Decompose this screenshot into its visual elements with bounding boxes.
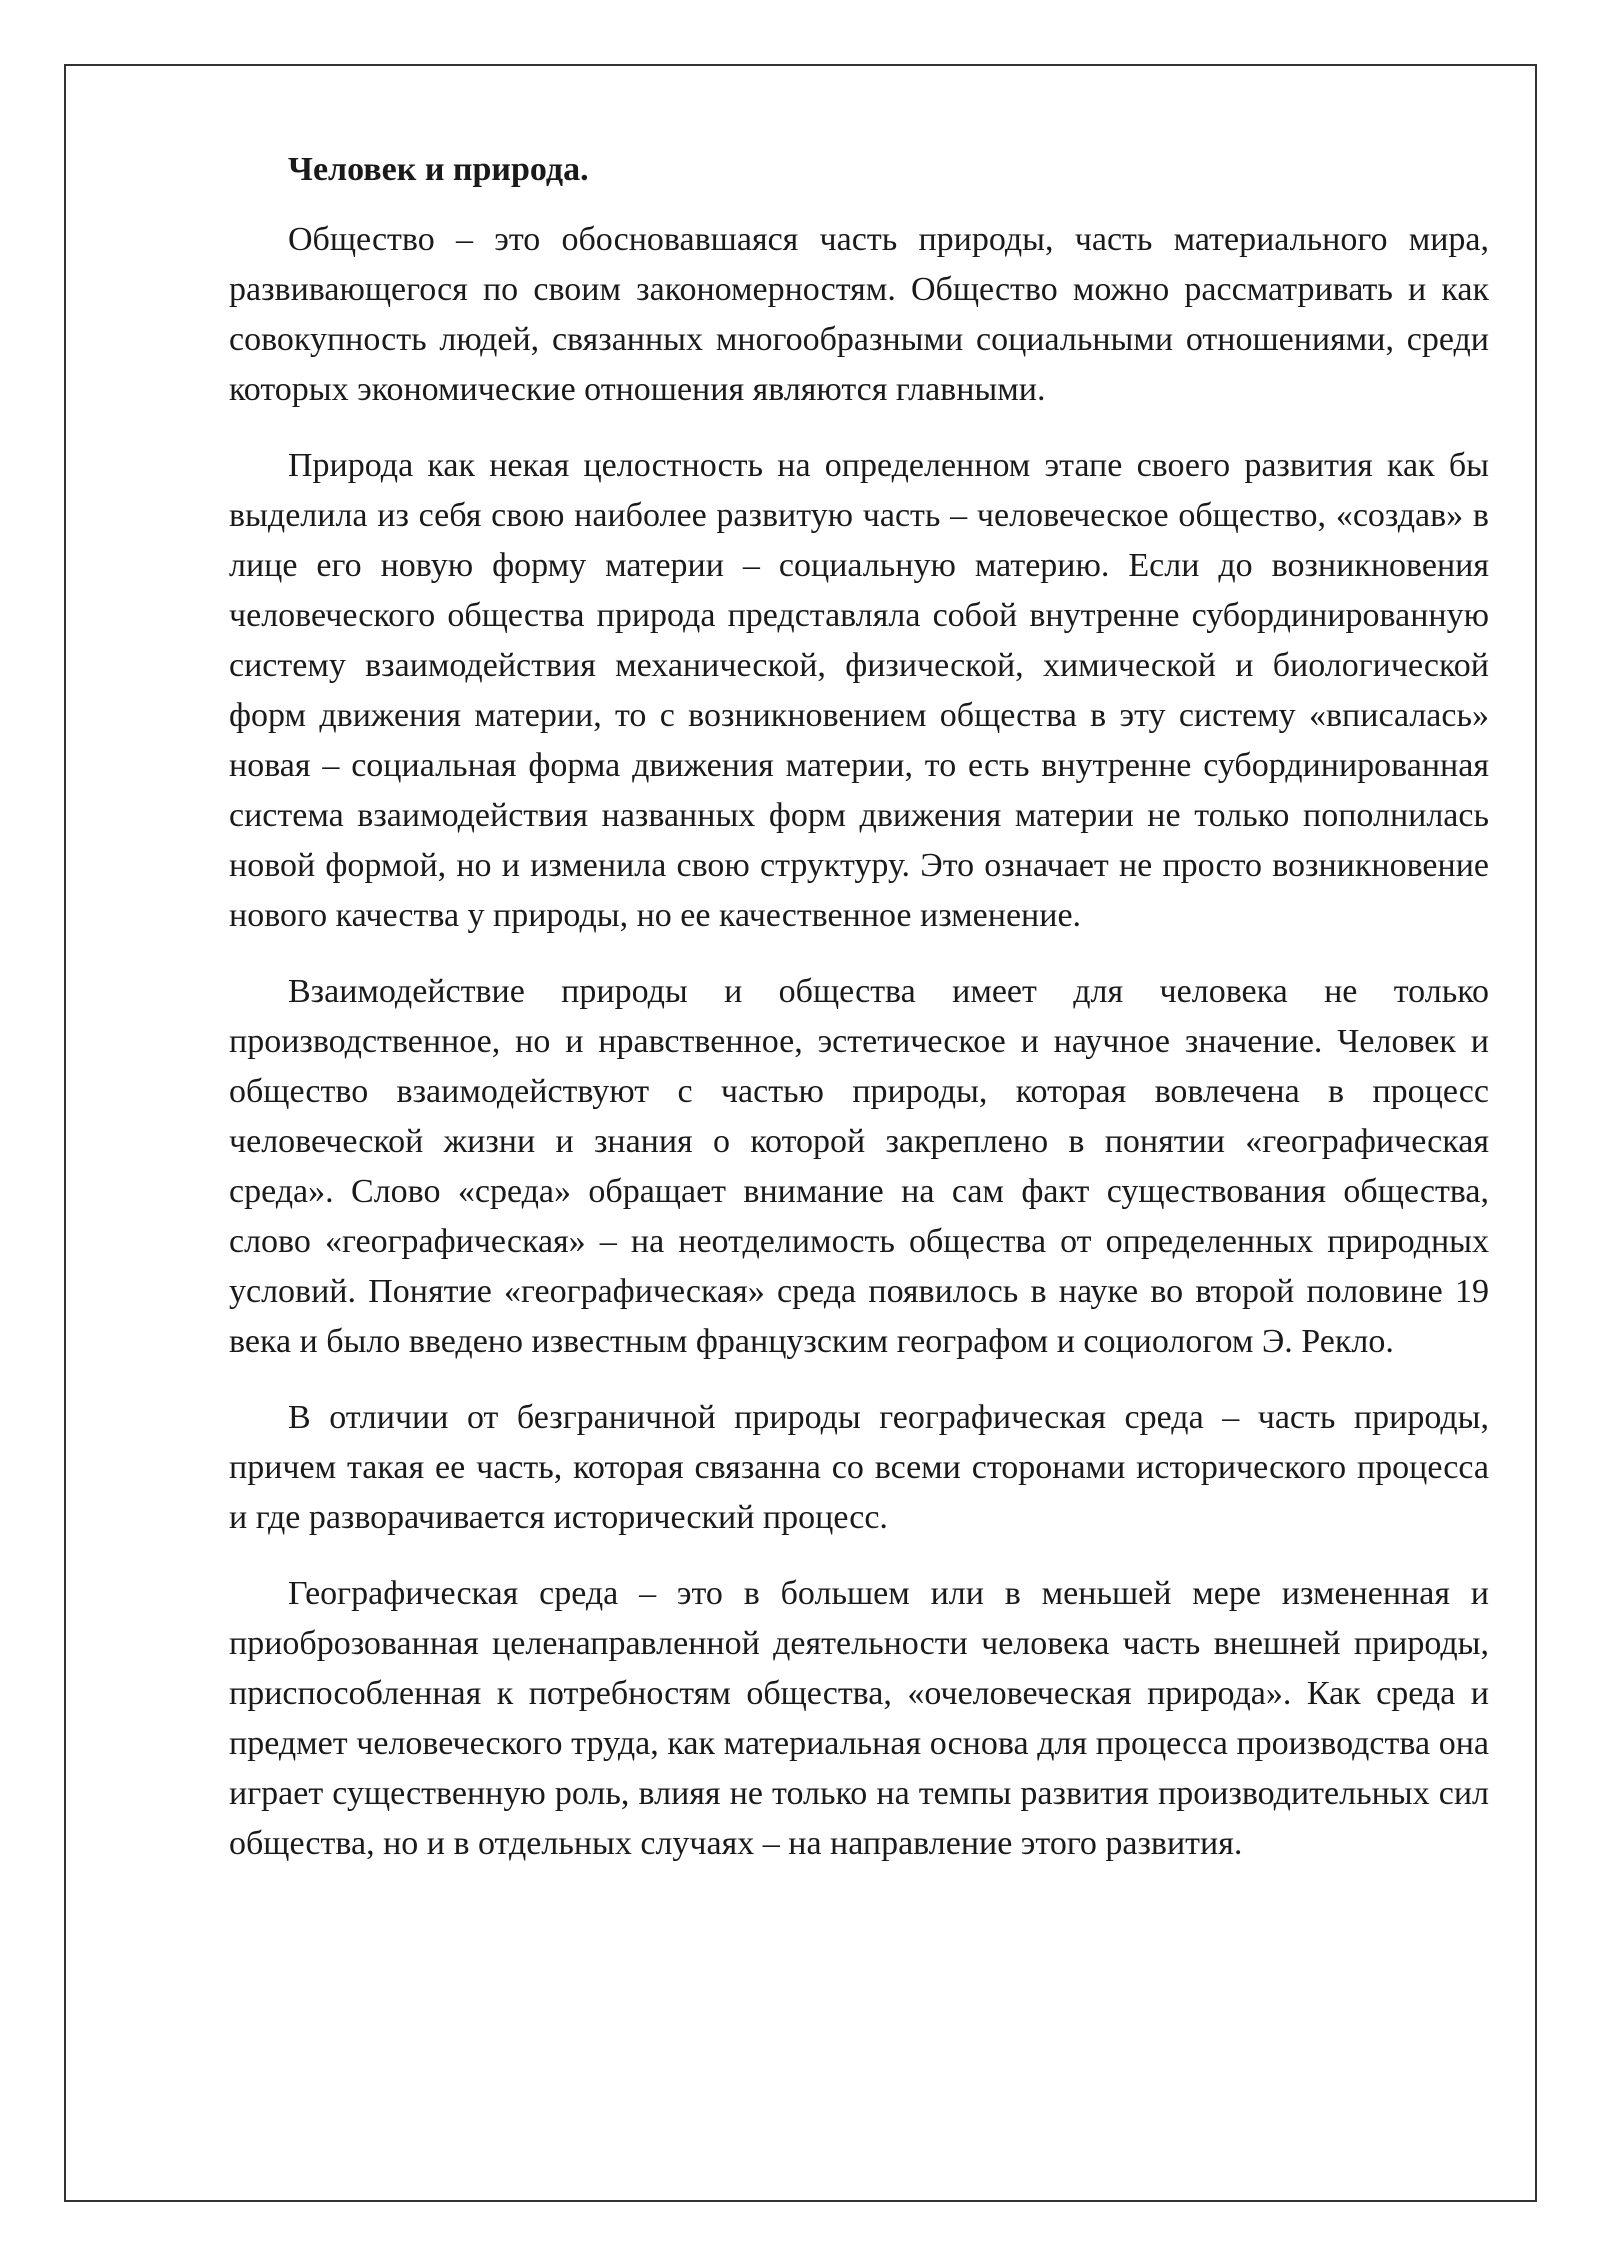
paragraph: Географическая среда – это в большем или в меньшей мере измененная и приоброзованная целенаправленной деятельности человека часть внешней природы, приспособленная к потребностям общества, «очеловеческая природа». Как среда и предмет человеческого труда, как материальная основа для процесса производства она играет существенную роль, влияя не только на темпы развития производительных сил общества, но и в отдельных случаях – на направление этого развития.	[229, 1575, 1489, 1862]
paragraph: Общество – это обосновавшаяся часть природы, часть материального мира, развивающегося по своим закономерностям. Общество можно рассматривать и как совокупность людей, связанных многообразными социальными отношениями, среди которых экономические отношения являются главными.	[229, 221, 1489, 408]
paragraph: В отличии от безграничной природы географическая среда – часть природы, причем такая ее часть, которая связанна со всеми сторонами исторического процесса и где разворачивается исторический процесс.	[229, 1399, 1489, 1536]
paragraph: Взаимодействие природы и общества имеет для человека не только производственное, но и нравственное, эстетическое и научное значение. Человек и общество взаимодействуют с частью природы, которая вовлечена в процесс человеческой жизни и знания о которой закреплено в понятии «географическая среда». Слово «среда» обращает внимание на сам факт существования общества, слово «географическая» – на неотделимость общества от определенных природных условий. Понятие «географическая» среда появилось в науке во второй половине 19 века и было введено известным французским географом и социологом Э. Рекло.	[229, 973, 1489, 1360]
document-title: Человек и природа.	[288, 151, 589, 188]
paragraph: Природа как некая целостность на определенном этапе своего развития как бы выделила из себя свою наиболее развитую часть – человеческое общество, «создав» в лице его новую форму материи – социальную материю. Если до возникновения человеческого общества природа представляла собой внутренне субординированную систему взаимодействия механической, физической, химической и биологической форм движения материи, то с возникновением общества в эту систему «вписалась» новая – социальная форма движения материи, то есть внутренне субординированная система взаимодействия названных форм движения материи не только пополнилась новой формой, но и изменила свою структуру. Это означает не просто возникновение нового качества у природы, но ее качественное изменение.	[229, 447, 1489, 934]
document-body	[229, 145, 1489, 1895]
